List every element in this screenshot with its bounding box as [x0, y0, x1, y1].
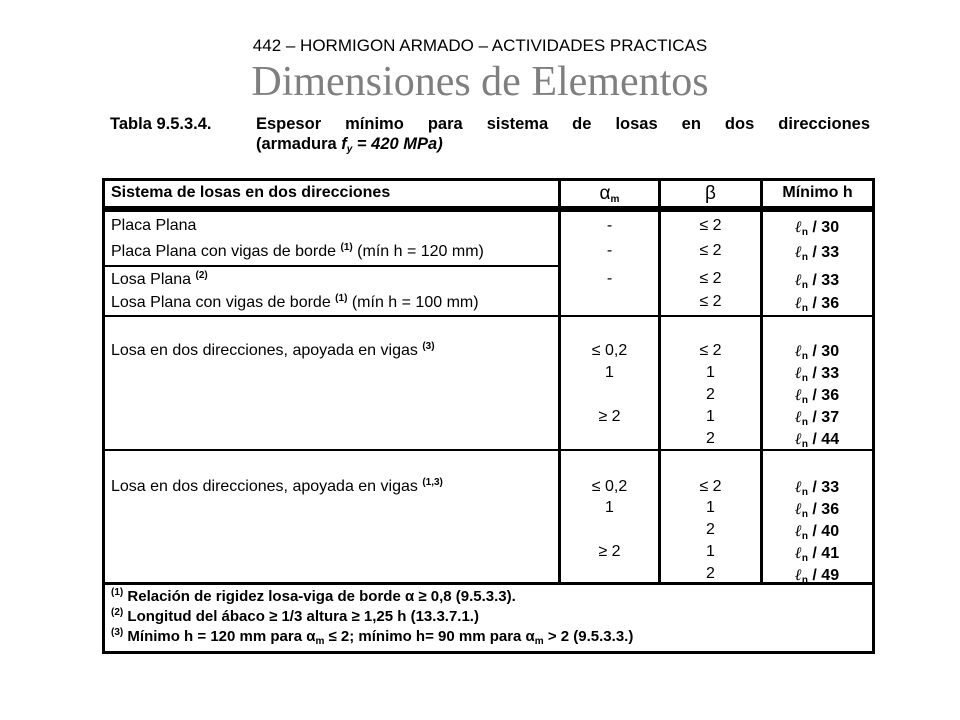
min-h-value: ℓ$_n$ / 49: [795, 565, 840, 586]
beta-value: 1: [706, 499, 715, 516]
alpha-value: -: [606, 270, 613, 287]
row-label: Placa Plana con vigas de borde $^{(1)}$ (mín h = 120 mm): [111, 242, 484, 260]
alpha-value: 1: [605, 364, 614, 381]
min-h-value: ℓ$_n$ / 33: [795, 363, 840, 384]
alpha-value: -: [606, 217, 613, 234]
footnote-3: $^{(3)}$ Mínimo h = 120 mm para $\alpha_m \le 2$; mínimo h= 90 mm para $\alpha_m > 2$ (9.5.3.3.): [111, 627, 634, 647]
min-h-value: ℓ$_n$ / 40: [795, 521, 840, 542]
row-label: Losa Plana con vigas de borde $^{(1)}$ (mín h = 100 mm): [111, 293, 479, 311]
header-beta: β: [705, 183, 716, 204]
row-label: Placa Plana: [111, 217, 197, 234]
min-h-value: ℓ$_n$ / 37: [795, 407, 840, 428]
min-h-value: ℓ$_n$ / 30: [795, 217, 840, 238]
beta-value: ≤ 2: [699, 217, 722, 234]
beta-value: ≤ 2: [699, 478, 722, 495]
beta-value: 2: [706, 386, 715, 403]
header-alpha-m: $\alpha_m$: [599, 183, 620, 205]
beta-value: 2: [706, 565, 715, 582]
min-h-value: ℓ$_n$ / 33: [795, 242, 840, 263]
alpha-value: ≤ 0,2: [591, 478, 628, 495]
min-h-value: ℓ$_n$ / 36: [795, 293, 840, 314]
beta-value: ≤ 2: [699, 342, 722, 359]
alpha-value: 1: [605, 499, 614, 516]
beta-value: ≤ 2: [699, 270, 722, 287]
min-h-value: ℓ$_n$ / 30: [795, 341, 840, 362]
slab-thickness-table: [102, 178, 875, 654]
table-number: Tabla 9.5.3.4.: [110, 115, 212, 133]
min-h-value: ℓ$_n$ / 44: [795, 429, 840, 450]
row-label: Losa en dos direcciones, apoyada en vigas $^{(1,3)}$: [111, 477, 443, 495]
footnote-2: $^{(2)}$ Longitud del ábaco ≥ 1/3 altura ≥ 1,25 h (13.3.7.1.): [111, 607, 479, 625]
min-h-value: ℓ$_n$ / 36: [795, 499, 840, 520]
header-min-h: Mínimo h: [782, 184, 853, 201]
course-header: 442 – HORMIGON ARMADO – ACTIVIDADES PRACTICAS: [252, 36, 708, 55]
row-label: Losa en dos direcciones, apoyada en vigas $^{(3)}$: [111, 341, 435, 359]
caption-line-1: Espesor mínimo para sistema de losas en dos direcciones: [256, 115, 870, 133]
alpha-value: ≥ 2: [598, 543, 621, 560]
min-h-value: ℓ$_n$ / 33: [795, 270, 840, 291]
alpha-value: ≥ 2: [598, 408, 621, 425]
beta-value: 1: [706, 408, 715, 425]
beta-value: 1: [706, 364, 715, 381]
header-system: Sistema de losas en dos direcciones: [111, 184, 391, 201]
caption-line-2: (armadura $f_y = 420$ MPa): [256, 135, 443, 155]
min-h-value: ℓ$_n$ / 36: [795, 385, 840, 406]
min-h-value: ℓ$_n$ / 33: [795, 477, 840, 498]
min-h-value: ℓ$_n$ / 41: [795, 543, 840, 564]
beta-value: 2: [706, 521, 715, 538]
footnote-1: $^{(1)}$ Relación de rigidez losa-viga de borde α ≥ 0,8 (9.5.3.3).: [111, 587, 516, 605]
alpha-value: -: [606, 242, 613, 259]
beta-value: ≤ 2: [699, 242, 722, 259]
beta-value: ≤ 2: [699, 293, 722, 310]
alpha-value: ≤ 0,2: [591, 342, 628, 359]
beta-value: 1: [706, 543, 715, 560]
beta-value: 2: [706, 430, 715, 447]
page-title: Dimensiones de Elementos: [251, 59, 709, 105]
row-label: Losa Plana $^{(2)}$: [111, 270, 208, 288]
